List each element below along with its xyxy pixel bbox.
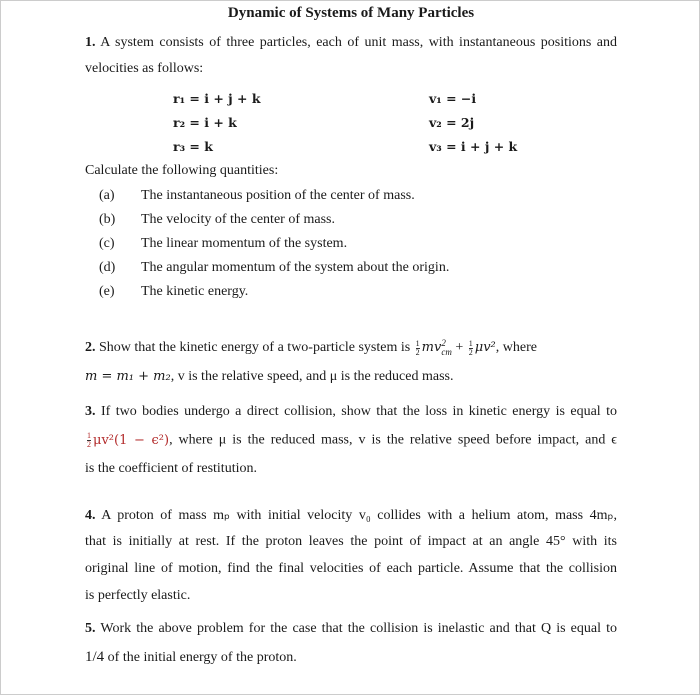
plus: +	[451, 340, 467, 356]
item-label: (d)	[99, 260, 116, 275]
item-text: The linear momentum of the system.	[141, 236, 348, 251]
denominator: 2	[468, 347, 473, 357]
velocity-v2: v₂ = 2j	[429, 115, 475, 130]
problem-number: 5.	[85, 621, 96, 636]
fraction-half	[87, 432, 91, 449]
denominator: 2	[87, 440, 91, 449]
problem-5-line-1	[85, 621, 617, 637]
problem-3-line-1	[85, 404, 617, 420]
problem-number: 4.	[85, 508, 96, 523]
problem-3-line-3: is the coefficient of restitution.	[85, 461, 257, 476]
problem-3-line-2	[85, 432, 617, 449]
problem-4-line-4: is perfectly elastic.	[85, 588, 191, 603]
problem-1-line-2: velocities as follows:	[85, 61, 204, 76]
text: Work the above problem for the case that the collision is inelastic and that Q is equal to	[100, 621, 618, 636]
text: A proton of mass mₚ with initial velocity v₀ collides with a helium atom, mass 4mₚ,	[101, 508, 618, 523]
text: A system consists of three particles, each of unit mass, with instantaneous positions and	[100, 35, 618, 50]
math: μv²	[474, 340, 496, 356]
position-r1: r₁ = i + j + k	[173, 91, 261, 106]
problem-1-line-1	[85, 35, 617, 51]
math: m = m₁ + m₂	[85, 369, 171, 384]
math: mv	[421, 340, 442, 356]
text: If two bodies undergo a direct collision, show that the loss in kinetic energy is equal to	[100, 404, 617, 419]
problem-5-line-2	[85, 649, 297, 666]
denominator: 2	[415, 347, 420, 357]
text: , v is the relative speed, and μ is the reduced mass.	[170, 369, 454, 384]
item-text: The angular momentum of the system about the origin.	[141, 260, 450, 275]
item-text: The kinetic energy.	[141, 284, 249, 299]
item-label: (a)	[99, 188, 115, 203]
item-label: (b)	[99, 212, 116, 227]
problem-4-line-2: that is initially at rest. If the proton leaves the point of impact at an angle 45° with its	[85, 534, 617, 549]
position-r2: r₂ = i + k	[173, 115, 237, 130]
calculate-label: Calculate the following quantities:	[85, 163, 279, 178]
problem-number: 2.	[85, 340, 96, 356]
text: of the initial energy of the proton.	[107, 650, 297, 665]
problem-4-line-3: original line of motion, find the final velocities of each particle. Assume that the collision	[85, 561, 617, 576]
text: , where μ is the reduced mass, v is the relative speed before impact, and ϵ	[169, 432, 617, 448]
item-label: (c)	[99, 236, 115, 251]
problem-2-line-1	[85, 339, 537, 357]
item-text: The instantaneous position of the center of mass.	[141, 188, 415, 203]
problem-4-line-1	[85, 507, 617, 524]
position-r3: r₃ = k	[173, 139, 213, 154]
fraction-quarter: 1/4	[85, 649, 105, 665]
problem-number: 3.	[85, 404, 96, 419]
problem-2-line-2	[85, 369, 453, 385]
text: Show that the kinetic energy of a two-particle system is	[99, 340, 411, 356]
fraction-half	[469, 340, 473, 357]
problem-number: 1.	[85, 35, 96, 50]
subscript: cm	[441, 347, 452, 357]
text: , where	[495, 340, 537, 356]
velocity-v1: v₁ = −i	[429, 91, 477, 106]
velocity-v3: v₃ = i + j + k	[429, 139, 518, 154]
item-text: The velocity of the center of mass.	[141, 212, 335, 227]
numerator: 1	[468, 338, 473, 348]
numerator: 1	[87, 431, 91, 440]
page-title: Dynamic of Systems of Many Particles	[227, 5, 475, 21]
item-label: (e)	[99, 284, 115, 299]
superscript: 2	[441, 338, 446, 348]
numerator: 1	[415, 338, 420, 348]
fraction-half	[416, 340, 420, 357]
math: μv²(1 − ϵ²)	[93, 432, 170, 448]
